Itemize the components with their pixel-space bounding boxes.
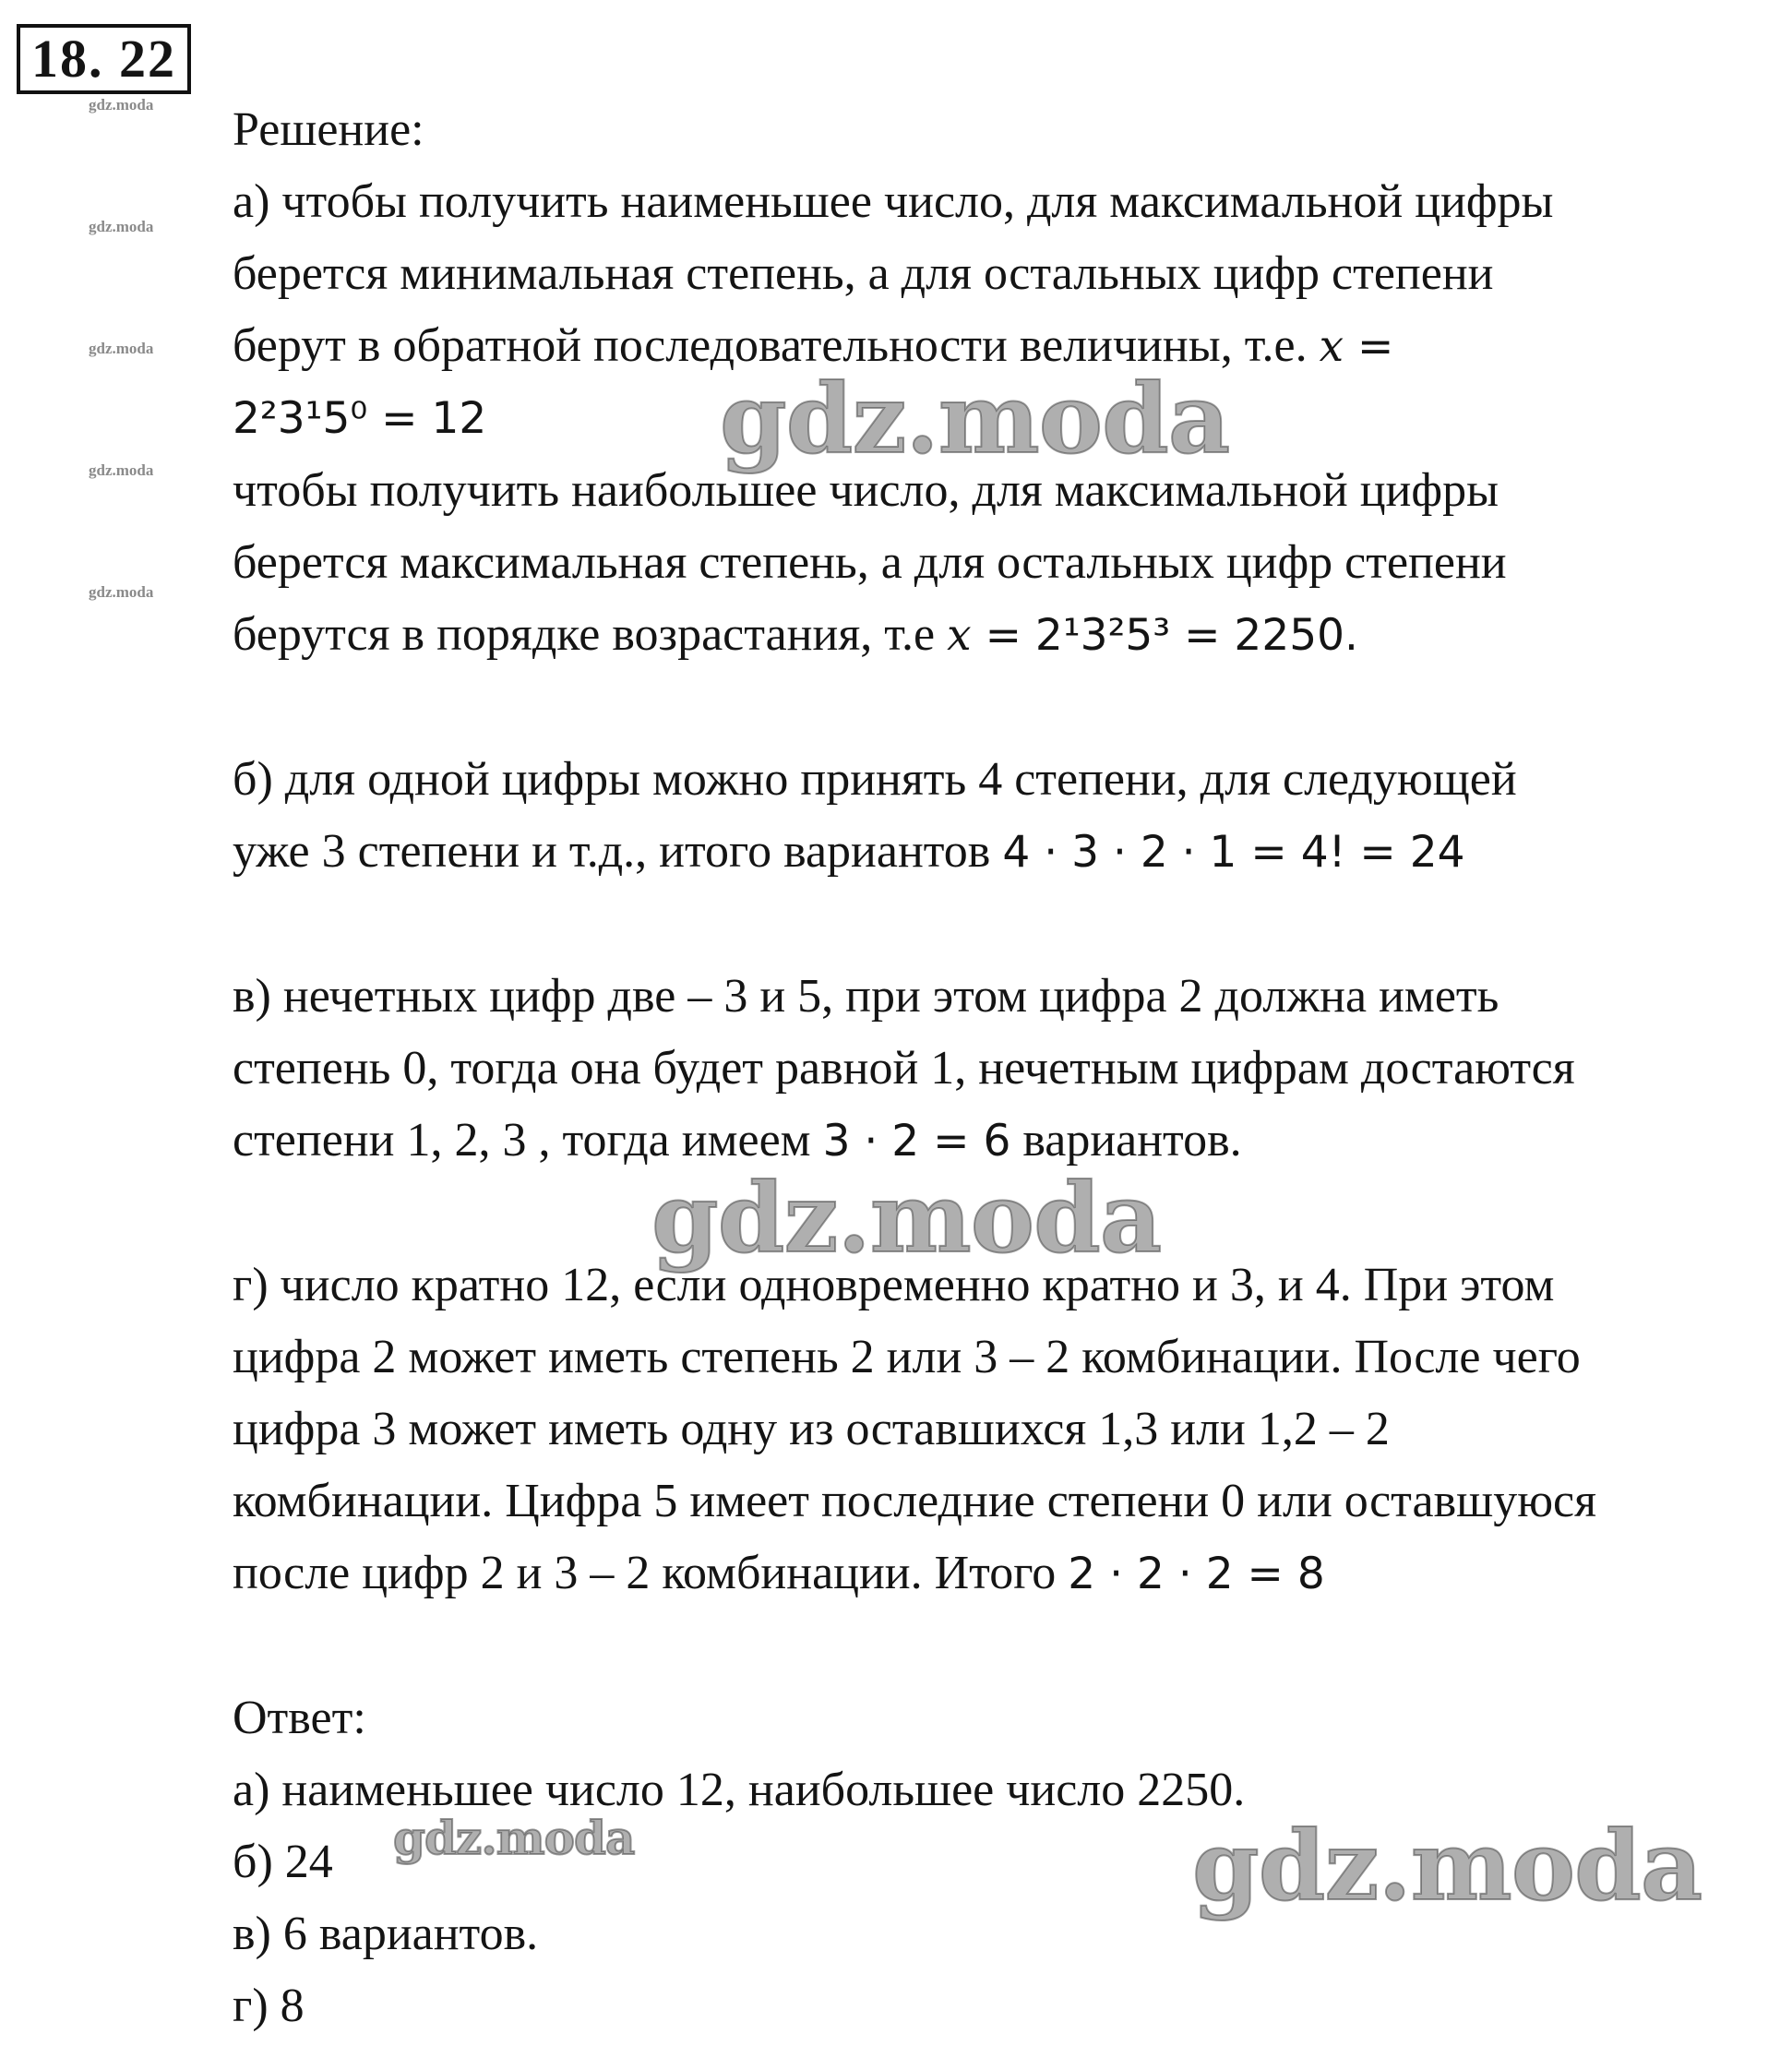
answer-b: б) 24 xyxy=(233,1836,333,1888)
part-v-text: вариантов. xyxy=(1010,1114,1242,1167)
formula-min: 2²3¹5⁰ = 12 xyxy=(233,393,487,444)
variable-x: x xyxy=(947,610,972,661)
part-a-line: а) чтобы получить наименьшее число, для максимальной цифры xyxy=(233,175,1554,228)
side-watermark: gdz.moda xyxy=(89,461,154,479)
watermark: gdz.moda xyxy=(720,362,1230,475)
solution-content xyxy=(233,94,1783,2042)
part-a-line: берется максимальная степень, а для остальных цифр степени xyxy=(233,536,1507,589)
formula-g: 2 · 2 · 2 = 8 xyxy=(1068,1549,1325,1599)
part-a-text: берутся в порядке возрастания, т.е xyxy=(233,608,948,661)
part-g-line: г) число кратно 12, если одновременно кратно и 3, и 4. При этом xyxy=(233,1259,1555,1311)
part-g-line xyxy=(233,1538,1783,1610)
part-v-text: степени 1, 2, 3 , тогда имеем xyxy=(233,1114,823,1167)
part-b-text: уже 3 степени и т.д., итого вариантов xyxy=(233,825,1003,878)
formula-b: 4 · 3 · 2 · 1 = 4! = 24 xyxy=(1002,827,1465,878)
part-g-text: после цифр 2 и 3 – 2 комбинации. Итого xyxy=(233,1547,1069,1599)
solution-label: Решение: xyxy=(233,103,424,156)
part-v-line: в) нечетных цифр две – 3 и 5, при этом цифра 2 должна иметь xyxy=(233,970,1499,1023)
side-watermark: gdz.moda xyxy=(89,583,154,601)
part-b-line xyxy=(233,816,1783,889)
part-a-line xyxy=(233,310,1783,383)
problem-number: 18. 22 xyxy=(17,24,191,94)
part-a-line: чтобы получить наибольшее число, для максимальной цифры xyxy=(233,464,1499,517)
part-b-line: б) для одной цифры можно принять 4 степени, для следующей xyxy=(233,753,1517,806)
part-g-line: цифра 3 может иметь одну из оставшихся 1,3 или 1,2 – 2 xyxy=(233,1403,1390,1455)
side-watermark: gdz.moda xyxy=(89,96,154,114)
part-v-line: степень 0, тогда она будет равной 1, нечетным цифрам достаются xyxy=(233,1042,1575,1095)
answer-label: Ответ: xyxy=(233,1692,366,1744)
answer-g: г) 8 xyxy=(233,1980,305,2032)
part-a-line: берется минимальная степень, а для остальных цифр степени xyxy=(233,247,1494,300)
variable-x: x xyxy=(1319,321,1344,372)
watermark: gdz.moda xyxy=(651,1161,1162,1274)
formula-max: = 2¹3²5³ = 2250. xyxy=(971,610,1358,661)
answer-a: а) наименьшее число 12, наибольшее число 2250. xyxy=(233,1764,1246,1816)
part-g-line: цифра 2 может иметь степень 2 или 3 – 2 комбинации. После чего xyxy=(233,1331,1581,1383)
answer-v: в) 6 вариантов. xyxy=(233,1908,539,1960)
side-watermark: gdz.moda xyxy=(89,218,154,235)
part-g-line: комбинации. Цифра 5 имеет последние степени 0 или оставшуюся xyxy=(233,1475,1597,1527)
part-a-line xyxy=(233,599,1783,672)
formula-v: 3 · 2 = 6 xyxy=(822,1116,1011,1167)
watermark: gdz.moda xyxy=(393,1811,635,1865)
equals: = xyxy=(1344,321,1394,372)
part-v-line xyxy=(233,1105,1783,1178)
part-a-text: берут в обратной последовательности величины, т.е. xyxy=(233,319,1320,372)
side-watermark: gdz.moda xyxy=(89,340,154,357)
watermark: gdz.moda xyxy=(1192,1809,1702,1922)
